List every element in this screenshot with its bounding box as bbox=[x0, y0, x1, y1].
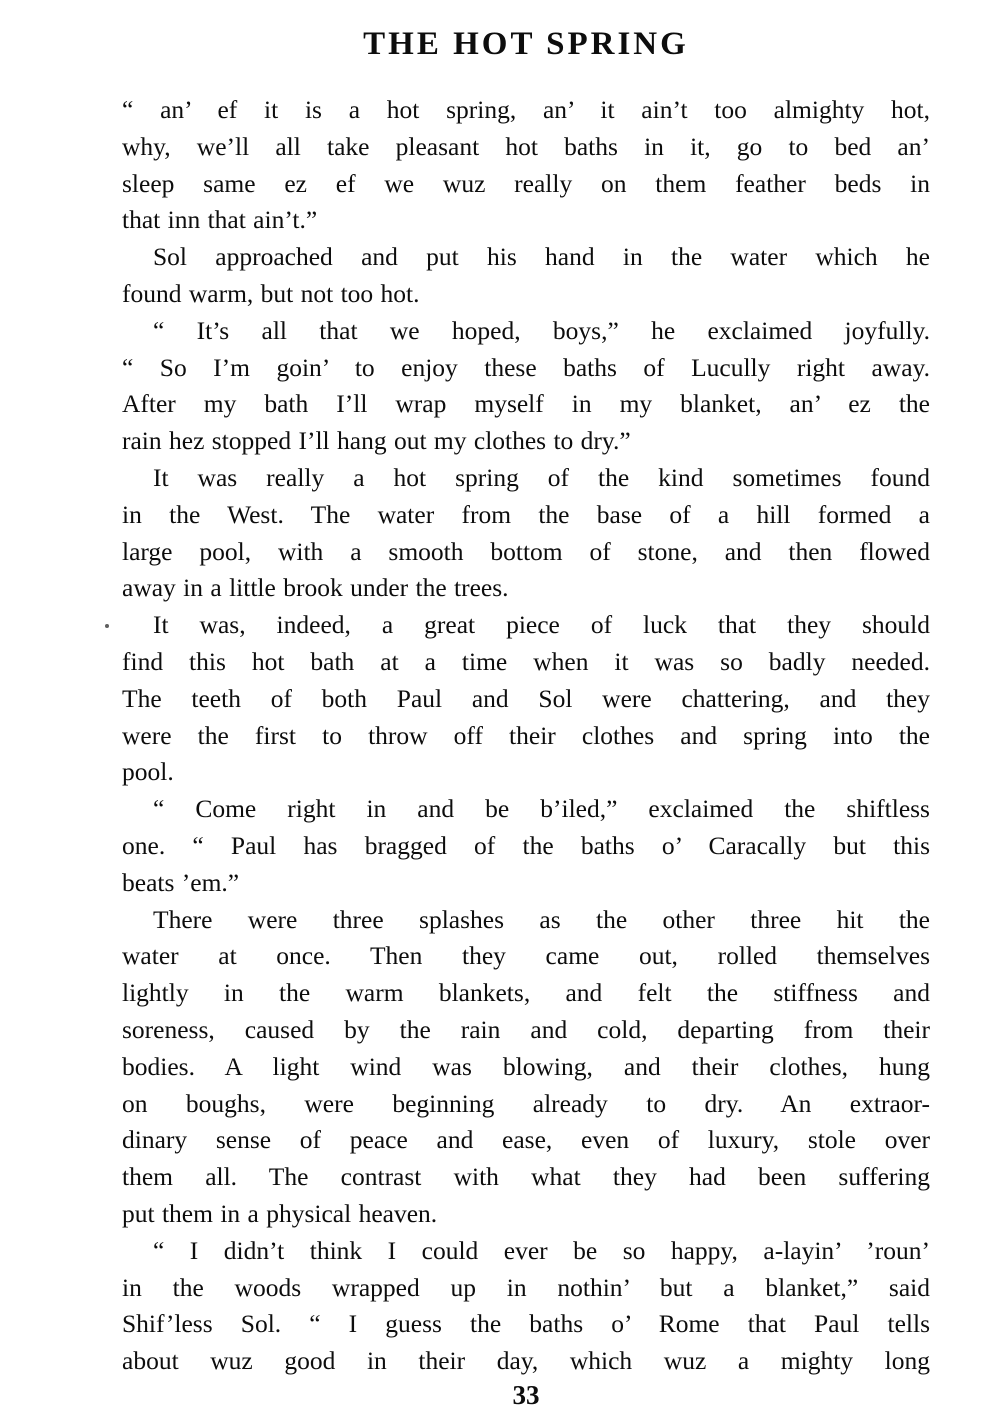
text-line: in the West. The water from the base of a hill formed a bbox=[122, 499, 930, 529]
text-line: one. “ Paul has bragged of the baths o’ Caracally but this bbox=[122, 830, 930, 860]
text-line: about wuz good in their day, which wuz a mighty long bbox=[122, 1346, 930, 1376]
text-line: in the woods wrapped up in nothin’ but a blanket,” said bbox=[122, 1272, 930, 1302]
text-line: them all. The contrast with what they had been suffering bbox=[122, 1162, 930, 1192]
text-line: away in a little brook under the trees. bbox=[122, 573, 509, 603]
text-line: large pool, with a smooth bottom of stone, and then flowed bbox=[122, 536, 930, 566]
text-line: The teeth of both Paul and Sol were chattering, and they bbox=[122, 683, 930, 713]
text-line: “ I didn’t think I could ever be so happy, a-layin’ ’roun’ bbox=[153, 1235, 930, 1265]
text-block bbox=[122, 92, 930, 1380]
text-line: dinary sense of peace and ease, even of luxury, stole over bbox=[122, 1125, 930, 1155]
text-line: “ Come right in and be b’iled,” exclaimed the shiftless bbox=[153, 794, 930, 824]
text-line: put them in a physical heaven. bbox=[122, 1198, 438, 1228]
text-line: There were three splashes as the other three hit the bbox=[153, 904, 930, 934]
text-line: lightly in the warm blankets, and felt the stiffness and bbox=[122, 978, 930, 1008]
text-line: on boughs, were beginning already to dry. An extraor- bbox=[122, 1088, 930, 1118]
text-line: were the first to throw off their clothes and spring into the bbox=[122, 720, 930, 750]
text-line: found warm, but not too hot. bbox=[122, 278, 420, 308]
text-line: Sol approached and put his hand in the water which he bbox=[153, 242, 930, 272]
text-line: “ an’ ef it is a hot spring, an’ it ain’t too almighty hot, bbox=[122, 95, 930, 124]
text-line: water at once. Then they came out, rolled themselves bbox=[122, 941, 930, 971]
text-line: Shif’less Sol. “ I guess the baths o’ Rome that Paul tells bbox=[122, 1309, 930, 1339]
text-line: sleep same ez ef we wuz really on them feather beds in bbox=[122, 168, 930, 198]
text-line: find this hot bath at a time when it was so badly needed. bbox=[122, 646, 930, 676]
text-line: “ So I’m goin’ to enjoy these baths of Lucully right away. bbox=[122, 352, 930, 382]
text-line: that inn that ain’t.” bbox=[122, 205, 318, 235]
text-line: bodies. A light wind was blowing, and their clothes, hung bbox=[122, 1051, 930, 1081]
text-line: soreness, caused by the rain and cold, departing from their bbox=[122, 1014, 930, 1044]
text-line: It was really a hot spring of the kind sometimes found bbox=[153, 462, 930, 492]
text-line: beats ’em.” bbox=[122, 867, 240, 897]
text-line: It was, indeed, a great piece of luck that they should bbox=[153, 610, 930, 640]
text-line: “ It’s all that we hoped, boys,” he exclaimed joyfully. bbox=[153, 315, 930, 345]
scan-speck bbox=[105, 624, 109, 628]
text-line: why, we’ll all take pleasant hot baths in it, go to bed an’ bbox=[122, 131, 930, 161]
text-line: After my bath I’ll wrap myself in my blanket, an’ ez the bbox=[122, 389, 930, 419]
page-header: THE HOT SPRING bbox=[363, 26, 689, 62]
text-line: rain hez stopped I’ll hang out my clothes to dry.” bbox=[122, 426, 631, 456]
text-line: pool. bbox=[122, 757, 174, 787]
page-number: 33 bbox=[512, 1380, 540, 1410]
